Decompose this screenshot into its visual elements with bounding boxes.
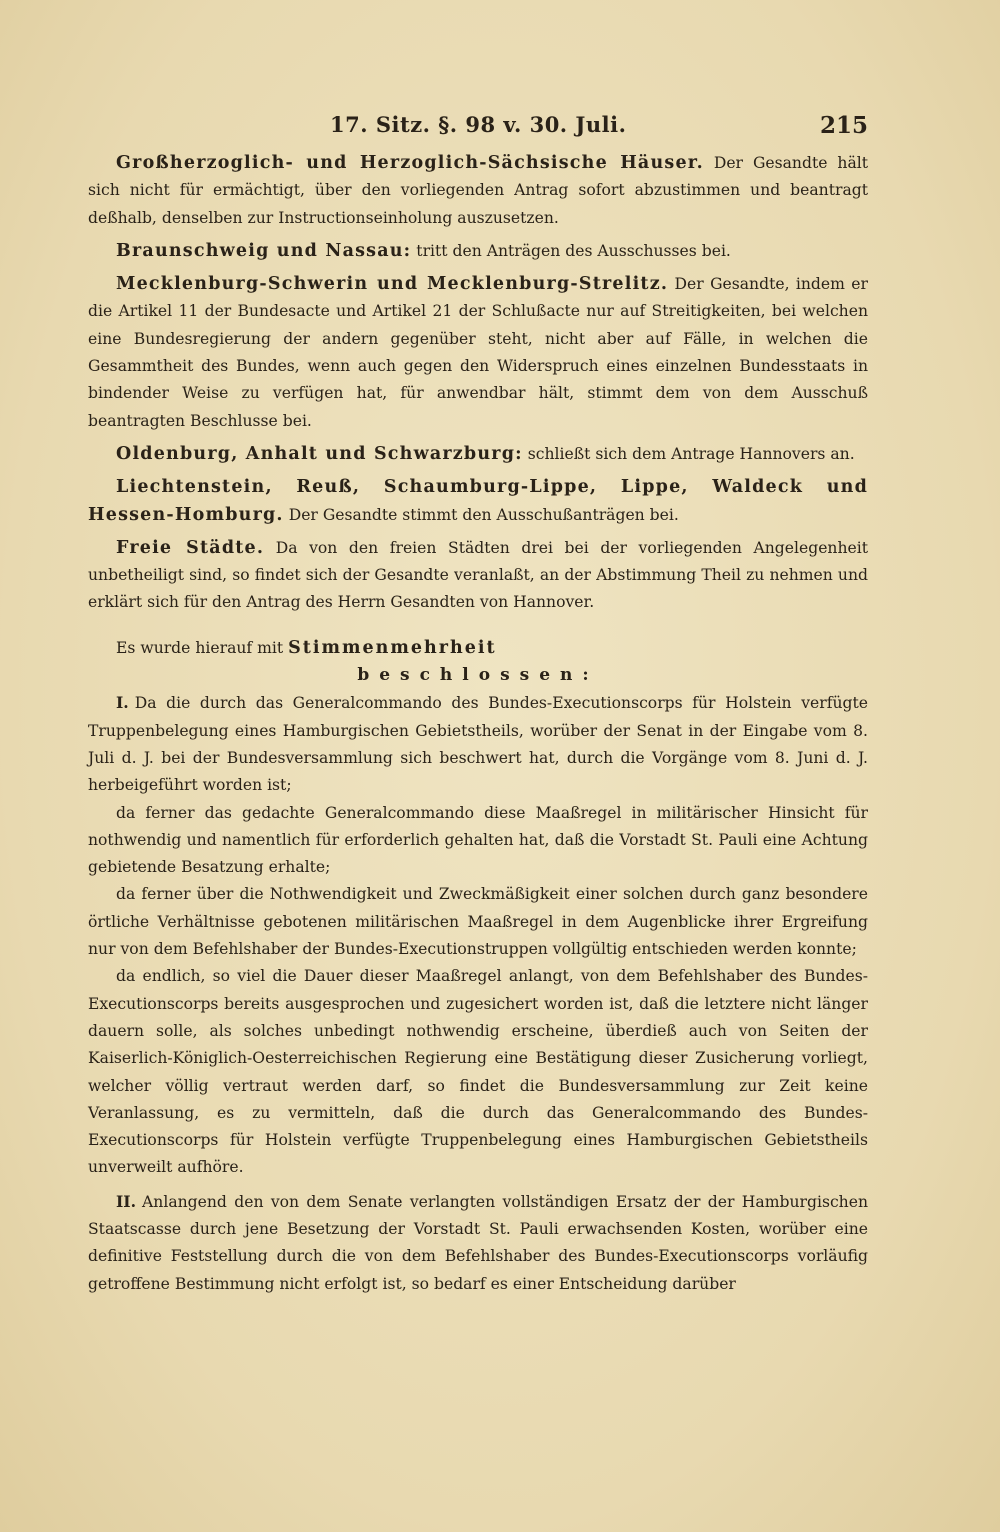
item-one-line: da ferner über die Nothwendigkeit und Zweckmäßigkeit einer solchen durch ganz besondere örtliche Verhältnisse gebotenen militärischen Maaßregel in dem Augenblicke ihrer Ergreifung nur von dem Befehlshaber der Bundes-Executionstruppen vollgültig entschieden werden konnte; (88, 885, 868, 959)
item-one-line: da endlich, so viel die Dauer dieser Maaßregel anlangt, von dem Befehlshaber des Bundes-Executionscorps bereits ausgesprochen und zugesichert worden ist, daß die letztere nicht länger dauern solle, als solches unbedingt nothwendig erscheine, überdieß auch von Seiten der Kaiserlich-Königlich-Oesterreichischen Regierung eine Bestätigung dieser Zusicherung vorliegt, welcher völlig vertraut werden darf, so findet die Bundesversammlung zur Zeit keine Veranlassung, es zu vermitteln, daß die durch das Generalcommando des Bundes-Executionscorps für Holstein verfügte Truppenbelegung eines Hamburgischen Gebietstheils unverweilt aufhöre. (88, 967, 868, 1177)
resolved-heading: beschlossen: (357, 665, 599, 686)
item-one-line: da ferner das gedachte Generalcommando diese Maaßregel in militärischer Hinsicht für nothwendig und namentlich für erforderlich gehalten hat, daß die Vorstadt St. Pauli eine Achtung gebietende Besatzung erhalte; (88, 803, 868, 877)
paragraph-liechtenstein (88, 474, 868, 529)
item-number: I. (116, 693, 129, 713)
resolution-majority: Stimmenmehrheit (288, 637, 497, 658)
paragraph-text: tritt den Anträgen des Ausschusses bei. (411, 241, 731, 260)
page-number: 215 (819, 112, 868, 139)
paragraph-heading: Freie Städte. (116, 537, 265, 558)
item-text: Anlangend den von dem Senate verlangten vollständigen Ersatz der der Hamburgischen Staatscasse durch jene Besetzung der Vorstadt St. Pauli erwachsenden Kosten, worüber eine definitive Feststellung durch die von dem Befehlshaber des Bundes-Executionscorps vorläufig getroffene Bestimmung nicht erfolgt ist, so bedarf es einer Entscheidung darüber (88, 1192, 868, 1293)
running-head: 17. Sitz. §. 98 v. 30. Juli. (330, 112, 627, 137)
item-two-line (88, 1188, 868, 1298)
paragraph-text: Der Gesandte stimmt den Ausschußanträgen bei. (283, 505, 679, 524)
paragraph-heading: Oldenburg, Anhalt und Schwarzburg: (116, 443, 523, 464)
paragraph-heading: Mecklenburg-Schwerin und Mecklenburg-Strelitz. (116, 274, 669, 295)
paragraph-brunswick-nassau (88, 238, 868, 265)
paragraph-text: Da von den freien Städten drei bei der vorliegenden Angelegenheit unbetheiligt sind, so findet sich der Gesandte veranlaßt, an der Abstimmung Theil zu nehmen und erklärt sich für den Antrag des Herrn Gesandten von Hannover. (88, 538, 868, 612)
item-number: II. (116, 1191, 137, 1211)
paragraph-saxon-houses (88, 150, 868, 232)
item-one-line (88, 689, 868, 799)
paragraph-oldenburg (88, 441, 868, 468)
paragraph-text: Der Gesandte hält sich nicht für ermächtigt, über den vorliegenden Antrag sofort abzustimmen und beantragt deßhalb, denselben zur Instructionseinholung auszusetzen. (88, 154, 868, 227)
item-text: Da die durch das Generalcommando des Bundes-Executionscorps für Holstein verfügte Truppenbelegung eines Hamburgischen Gebietstheils, worüber der Senat in der Eingabe vom 8. Juli d. J. bei der Bundesversammlung sich beschwert hat, durch die Vorgänge vom 8. Juni d. J. herbeigeführt worden ist; (88, 694, 868, 795)
paragraph-free-cities (88, 535, 868, 617)
resolution-intro-text: Es wurde hierauf mit (116, 638, 289, 657)
page-header (0, 112, 1000, 146)
paragraph-heading: Großherzoglich- und Herzoglich-Sächsische Häuser. (116, 153, 704, 173)
paragraph-text: Der Gesandte, indem er die Artikel 11 der Bundesacte und Artikel 21 der Schlußacte nur auf Streitigkeiten, bei welchen eine Bundesregierung der andern gegenüber steht, nicht aber auf Fälle, in welchen die Gesammtheit des Bundes, wenn auch gegen den Widerspruch eines einzelnen Bundesstaats in bindender Weise zu verfügen hat, für anwendbar hält, stimmt dem von dem Ausschuß beantragten Beschlusse bei. (88, 275, 868, 430)
resolution-intro (88, 635, 868, 662)
page-body (88, 150, 868, 1298)
paragraph-heading: Braunschweig und Nassau: (116, 240, 412, 261)
paragraph-mecklenburg (88, 271, 868, 435)
paragraph-heading: Liechtenstein, Reuß, Schaumburg-Lippe, Lippe, Waldeck und Hessen-Homburg. (88, 477, 868, 525)
paragraph-text: schließt sich dem Antrage Hannovers an. (522, 444, 855, 463)
